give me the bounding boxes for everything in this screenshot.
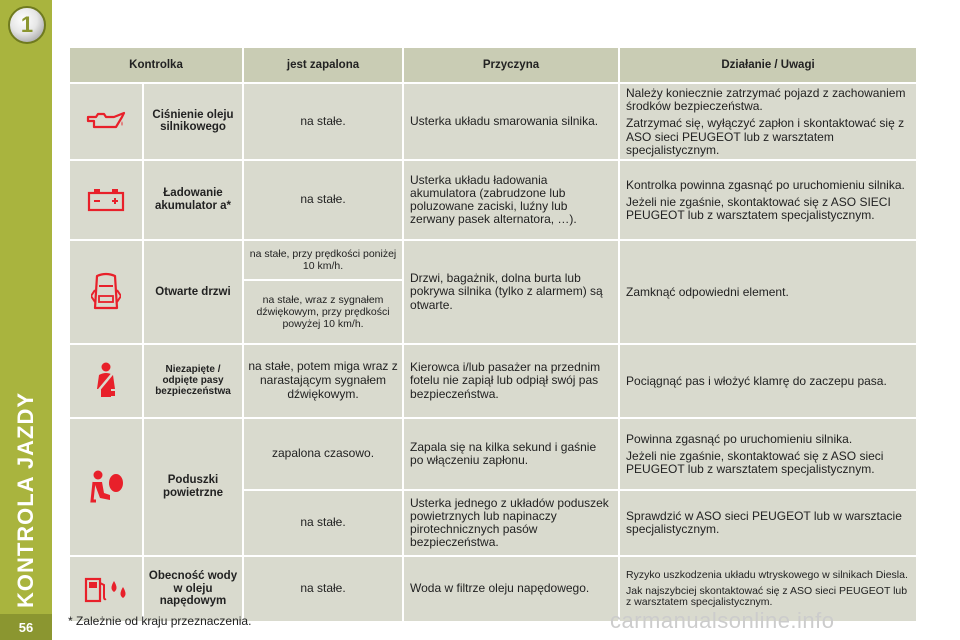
warning-cause: Usterka jednego z układów poduszek powietrznych lub napinaczy pirotechnicznych pasów bezpieczeństwa. [403,490,619,556]
header-kontrolka: Kontrolka [69,47,243,83]
watermark: carmanualsonline.info [610,608,835,633]
action-line: Ryzyko uszkodzenia układu wtryskowego w silnikach Diesla. [626,569,908,582]
action-line: Kontrolka powinna zgasnąć po uruchomieniu silnika. [626,177,905,192]
icon-cell [69,160,143,240]
icon-cell [69,418,143,556]
chapter-title-text: KONTROLA JAZDY [13,391,39,609]
icon-cell [69,556,143,622]
page-number: 56 [0,614,52,640]
warning-action [619,344,917,418]
icon-cell [69,240,143,344]
warning-name [143,160,243,240]
warning-when: na stałe, potem miga wraz z narastającym sygnałem dźwiękowym. [243,344,403,418]
table-row-battery [69,160,917,240]
action-line: Jeżeli nie zgaśnie, skontaktować się z ASO SIECI PEUGEOT lub z warsztatem specjalistycznym. [626,194,891,223]
warning-when: zapalona czasowo. [243,418,403,490]
oil-can-icon [84,109,128,133]
action-line: Należy koniecznie zatrzymać pojazd z zachowaniem środków bezpieczeństwa. [626,86,906,114]
warning-name-sub: akumulator a* [154,199,232,212]
airbag-icon [86,467,126,507]
warning-name-main: Ładowanie [163,187,223,200]
warning-action [619,240,917,344]
icon-cell [69,344,143,418]
header-zapalona: jest zapalona [243,47,403,83]
header-dzialanie: Działanie / Uwagi [619,47,917,83]
action-line: Jak najszybciej skontaktować się z ASO sieci PEUGEOT lub z warsztatem specjalistycznym. [626,584,908,609]
chapter-sidebar [0,0,52,640]
warning-lights-table [68,46,918,623]
water-in-diesel-icon [82,573,130,605]
warning-cause: Woda w filtrze oleju napędowego. [403,556,619,622]
warning-cause: Usterka układu ładowania akumulatora (zabrudzone lub poluzowane zaciski, luźny lub zerwany pasek alternatora, …). [403,160,619,240]
warning-name: Poduszki powietrzne [143,418,243,556]
warning-name: Obecność wody w oleju napędowym [143,556,243,622]
action-line: Zamknąć odpowiedni element. [626,284,789,299]
chapter-title [8,391,44,609]
table-row-oil-pressure [69,83,917,160]
action-line: Sprawdzić w ASO sieci PEUGEOT lub w warsztacie specjalistycznym. [626,509,902,537]
table-header-row [69,47,917,83]
warning-action [619,418,917,490]
warning-when: na stałe, wraz z sygnałem dźwiękowym, przy prędkości powyżej 10 km/h. [243,280,403,344]
table-row-airbags [69,418,917,490]
warning-action [619,490,917,556]
action-line: Jeżeli nie zgaśnie, skontaktować się z ASO sieci PEUGEOT lub z warsztatem specjalistycznym. [626,448,884,477]
warning-cause: Kierowca i/lub pasażer na przednim fotelu nie zapiął lub odpiął swój pas bezpieczeństwa. [403,344,619,418]
footnote: * Zależnie od kraju przeznaczenia. [68,614,252,628]
header-przyczyna: Przyczyna [403,47,619,83]
action-line: Pociągnąć pas i włożyć klamrę do zaczepu pasa. [626,373,887,388]
warning-action [619,83,917,160]
warning-when: na stałe. [243,556,403,622]
battery-icon [86,187,126,213]
warning-when: na stałe. [243,490,403,556]
table-row-seatbelt [69,344,917,418]
warning-when: na stałe. [243,160,403,240]
warning-cause: Zapala się na kilka sekund i gaśnie po włączeniu zapłonu. [403,418,619,490]
table-row-open-doors [69,240,917,280]
seatbelt-icon [89,361,123,401]
action-line: Zatrzymać się, wyłączyć zapłon i skontaktować się z ASO sieci PEUGEOT lub z warsztatem specjalistycznym. [626,116,905,157]
chapter-badge [8,6,46,44]
warning-cause: Drzwi, bagażnik, dolna burta lub pokrywa silnika (tylko z alarmem) są otwarte. [403,240,619,344]
chapter-number: 1 [20,12,34,37]
action-line: Powinna zgasnąć po uruchomieniu silnika. [626,431,853,446]
warning-name: Ciśnienie oleju silnikowego [143,83,243,160]
warning-cause: Usterka układu smarowania silnika. [403,83,619,160]
warning-name: Otwarte drzwi [143,240,243,344]
warning-when: na stałe, przy prędkości poniżej 10 km/h. [243,240,403,280]
warning-when: na stałe. [243,83,403,160]
open-door-icon [91,272,121,312]
icon-cell [69,83,143,160]
warning-action [619,160,917,240]
warning-name: Niezapięte / odpięte pasy bezpieczeństwa [143,344,243,418]
